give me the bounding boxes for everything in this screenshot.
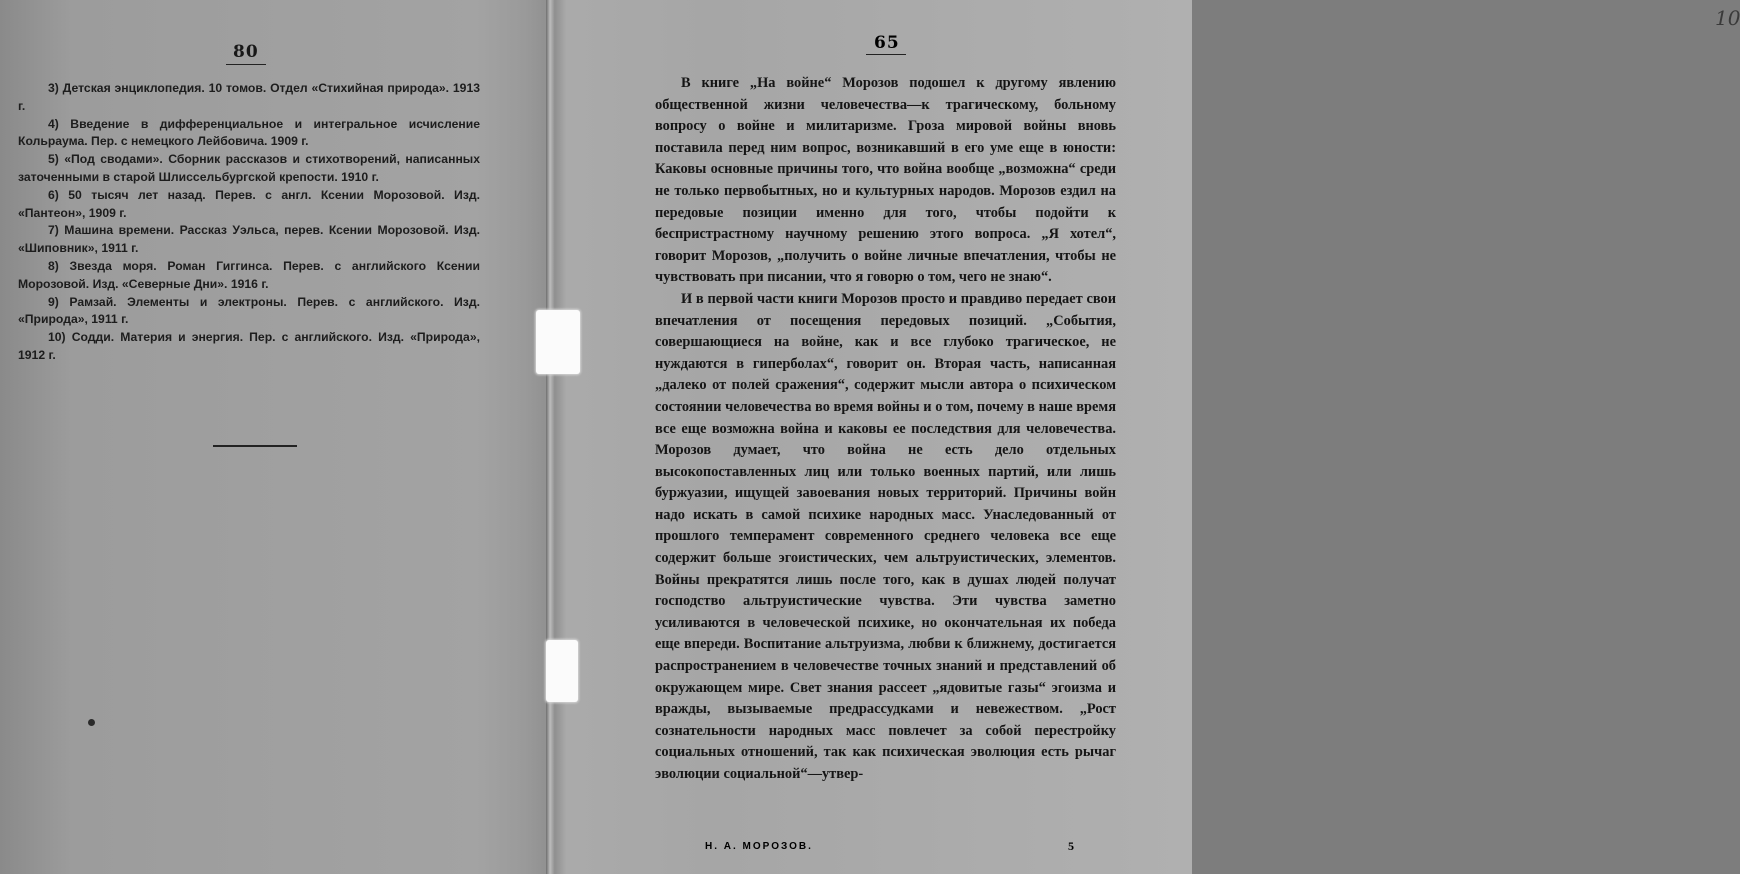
section-end-rule	[213, 445, 297, 447]
handwritten-page-mark: 10	[1715, 6, 1740, 30]
ink-blot	[88, 719, 95, 726]
reference-item: 3) Детская энциклопедия. 10 томов. Отдел «Стихийная природа». 1913 г.	[18, 81, 480, 113]
right-page-number: 65	[874, 33, 900, 53]
reference-list	[18, 80, 480, 365]
reference-item: 4) Введение в дифференциальное и интегральное исчисление Кольраума. Пер. с немецкого Лейбовича. 1909 г.	[18, 116, 480, 149]
left-page-number: 80	[233, 42, 259, 62]
left-page-number-rule	[226, 64, 266, 65]
reference-item: 9) Рамзай. Элементы и электроны. Перев. с английского. Изд. «Природа», 1911 г.	[18, 294, 480, 327]
reference-item: 5) «Под сводами». Сборник рассказов и стихотворений, написанных заточенными в старой Шлиссельбургской крепости. 1910 г.	[18, 152, 480, 184]
left-page	[0, 0, 550, 874]
footer-signature-mark: 5	[1068, 839, 1074, 853]
book-gutter	[546, 0, 555, 874]
reference-item: 10) Содди. Материя и энергия. Пер. с английского. Изд. «Природа», 1912 г.	[18, 330, 480, 362]
reference-item: 8) Звезда моря. Роман Гиггинса. Перев. с английского Ксении Морозовой. Изд. «Северные Дни». 1916 г.	[18, 258, 480, 291]
reference-item: 6) 50 тысяч лет назад. Перев. с англ. Ксении Морозовой. Изд. «Пантеон», 1909 г.	[18, 187, 480, 220]
reference-item: 7) Машина времени. Рассказ Уэльса, перев. Ксении Морозовой. Изд. «Шиповник», 1911 г.	[18, 223, 480, 256]
footer-author: Н. А. МОРОЗОВ.	[705, 841, 813, 852]
article-paragraph: В книге „На войне“ Морозов подошел к другому явлению общественной жизни человечества—к трагическому, больному вопросу о войне и милитаризме. Гроза мировой войны вновь поставила перед ним вопрос, возникавший в его уме еще в юности: Каковы основные причины того, что война вообще „возможна“ среди не только первобытных, но и культурных народов. Морозов ездил на передовые позиции именно для того, чтобы подойти к беспристрастному научному решению этого вопроса. „Я хотел“, говорит Морозов, „получить о войне личные впечатления, чтобы не чувствовать при писании, что я говорю о том, чего не знаю“.	[655, 75, 1116, 286]
article-paragraph: И в первой части книги Морозов просто и правдиво передает свои впечатления от посещения передовых позиций. „События, совершающиеся на войне, как и все глубоко трагическое, не нуждаются в гиперболах“, говорит он. Вторая часть, написанная „далеко от полей сражения“, содержит мысли автора о психическом состоянии человечества во время войны и о том, почему в наше время все еще возможна война и каковы ее последствия для человечества. Морозов думает, что война не есть дело отдельных высокопоставленных лиц или только военных партий, или лишь буржуазии, ищущей завоевания новых территорий. Причины войн надо искать в самой психике народных масс. Унаследованный от прошлого темперамент современного среднего человека все еще содержит больше эгоистических, чем альтруистических, элементов. Войны прекратятся лишь после того, как в душах людей получат господство альтруистические чувства. Эти чувства заметно усиливаются в человеческой психике, но окончательная их победа еще впереди. Воспитание альтруизма, любви к ближнему, достигается распространением в человечестве точных знаний и представлений об окружающем мире. Свет знания рассеет „ядовитые газы“ эгоизма и вражды, вызываемые предрассудками и невежеством. „Рост сознательности народных масс повлечет за собой перестройку социальных отношений, так как психическая эволюция есть рычаг эволюции социальной“—утвер-	[655, 290, 1116, 782]
article-body	[655, 73, 1116, 786]
right-page-number-rule	[866, 54, 906, 55]
